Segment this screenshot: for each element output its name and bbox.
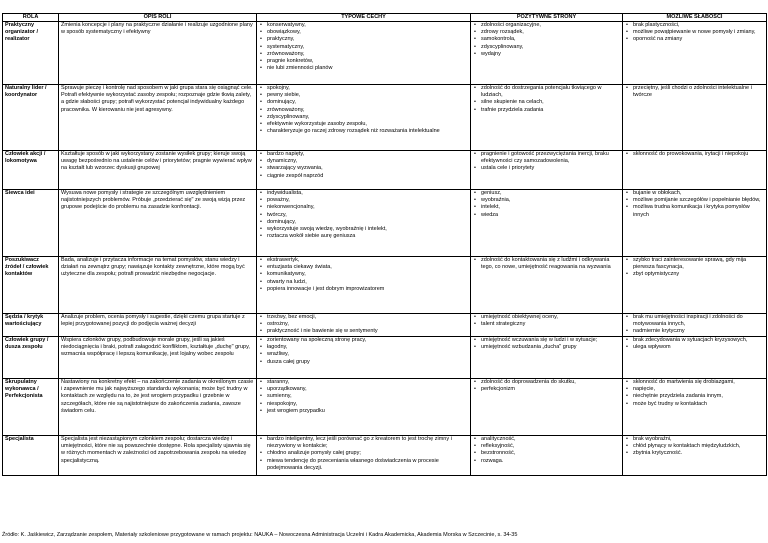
table-row <box>3 337 767 379</box>
role-weaknesses-cell <box>623 257 767 314</box>
list-item: • zbyt optymistyczny <box>633 271 764 278</box>
bullet-list <box>625 337 764 351</box>
table-row <box>3 190 767 257</box>
list-item: • niechętnie przydziela zadania innym, <box>633 393 764 400</box>
role-description: Sprawuje pieczę i kontrolę nad sposobem w jaki grupa stara się osiągnąć cele. Potrafi efektywnie wykorzystać zasoby zespołu; rozpoznaje gdzie tkwią zalety, a gdzie słabości grupy; potrafi wykorzystać potencjał indywidualny każdego pracownika. W kierowaniu nie jest agresywny. <box>59 85 257 151</box>
list-item: • niespokojny, <box>267 401 468 408</box>
bullet-list <box>259 22 468 72</box>
list-item: • efektywnie wykorzystuje zasoby zespołu, <box>267 121 468 128</box>
list-item: • wiedza <box>481 212 620 219</box>
role-description: Analizuje problem, ocenia pomysły i sugestie, dzięki czemu grupa startuje z lepiej przygotowanej pozycji do podjęcia ważnej decyzji <box>59 314 257 337</box>
list-item: • twórczy, <box>267 212 468 219</box>
list-item: • intelekt, <box>481 204 620 211</box>
list-item: • zrównoważony, <box>267 51 468 58</box>
list-item: • systematyczny, <box>267 44 468 51</box>
bullet-list <box>473 314 620 328</box>
list-item: • szybko traci zainteresowanie sprawą, gdy mija pierwsza fascynacja, <box>633 257 764 271</box>
list-item: • rozwaga. <box>481 458 620 465</box>
header-description: OPIS ROLI <box>59 14 257 22</box>
list-item: • możliwe pomijanie szczegółów i popełnianie błędów, <box>633 197 764 204</box>
list-item: • talent strategiczny <box>481 321 620 328</box>
role-weaknesses-cell <box>623 314 767 337</box>
list-item: • skłonność do prowokowania, irytacji i niepokoju <box>633 151 764 158</box>
list-item: • brak wyobraźni, <box>633 436 764 443</box>
list-item: • wrażliwy, <box>267 351 468 358</box>
list-item: • stwarzający wyzwania, <box>267 165 468 172</box>
list-item: • niekonwencjonalny, <box>267 204 468 211</box>
bullet-list <box>625 436 764 458</box>
list-item: • zdolność do kontaktowania się z ludźmi i odkrywania tego, co nowe, umiejętność reagowania na wyzwania <box>481 257 620 271</box>
role-description: Specjalista jest niezastąpionym członkiem zespołu; dostarcza wiedzę i umiejętności, które nie są powszechnie dostępne. Rola specjalisty ujawnia się w różnych momentach w zależności od zapotrzebowania zespołu na wiedzę specjalistyczną. <box>59 436 257 476</box>
list-item: • uporządkowany, <box>267 386 468 393</box>
list-item: • chłodno analizuje pomysły całej grupy; <box>267 450 468 457</box>
list-item: • staranny, <box>267 379 468 386</box>
table-row <box>3 151 767 190</box>
list-item: • miewa tendencję do przeceniania własnego doświadczenia w procesie podejmowania decyzji. <box>267 458 468 472</box>
list-item: • trafnie przydziela zadania <box>481 107 620 114</box>
role-traits-cell <box>257 22 471 85</box>
role-name: Człowiek akcji / lokomotywa <box>3 151 59 190</box>
list-item: • brak mu umiejętności inspiracji i zdolności do motywowania innych, <box>633 314 764 328</box>
list-item: • ekstrawertyk, <box>267 257 468 264</box>
role-weaknesses-cell <box>623 22 767 85</box>
list-item: • refleksyjność, <box>481 443 620 450</box>
bullet-list <box>473 257 620 271</box>
list-item: • ulega wpływom <box>633 344 764 351</box>
bullet-list <box>473 85 620 114</box>
list-item: • napięcie, <box>633 386 764 393</box>
list-item: • brak zdecydowania w sytuacjach kryzysowych, <box>633 337 764 344</box>
list-item: • poważny, <box>267 197 468 204</box>
role-name: Poszukiwacz źródeł / człowiek kontaktów <box>3 257 59 314</box>
list-item: • dominujący, <box>267 219 468 226</box>
list-item: • zdrowy rozsądek, <box>481 29 620 36</box>
bullet-list <box>625 379 764 408</box>
list-item: • zdolność do doprowadzenia do skutku, <box>481 379 620 386</box>
role-name: Naturalny lider / koordynator <box>3 85 59 151</box>
list-item: • dusza całej grupy <box>267 359 468 366</box>
list-item: • pewny siebie, <box>267 92 468 99</box>
role-traits-cell <box>257 257 471 314</box>
list-item: • komunikatywny, <box>267 271 468 278</box>
list-item: • pragnienie i gotowość przezwyciężania inercji, braku efektywności czy samozadowolenia, <box>481 151 620 165</box>
bullet-list <box>473 436 620 465</box>
role-strengths-cell <box>471 190 623 257</box>
list-item: • umiejętność wczuwania się w ludzi i w sytuacje; <box>481 337 620 344</box>
bullet-list <box>625 257 764 279</box>
role-strengths-cell <box>471 22 623 85</box>
list-item: • chłód płynący w kontaktach międzyludzkich, <box>633 443 764 450</box>
role-description: Wysuwa nowe pomysły i strategie ze szczególnym uwzględnieniem najistotniejszych problemów. Próbuje „przedzierać się" ze swoją wizją przez grupowe podejście do problemu na zasadzie konfrontacji. <box>59 190 257 257</box>
list-item: • umiejętność obiektywnej oceny, <box>481 314 620 321</box>
list-item: • silne skupienie na celach, <box>481 99 620 106</box>
header-traits: TYPOWE CECHY <box>257 14 471 22</box>
list-item: • geniusz, <box>481 190 620 197</box>
list-item: • brak plastyczności, <box>633 22 764 29</box>
list-item: • bardzo napięty, <box>267 151 468 158</box>
role-description: Bada, analizuje i przytacza informacje na temat pomysłów, stanu wiedzy i działań na zewnątrz grupy; nawiązuje kontakty zewnętrzne, które mogą być użyteczne dla zespołu; potrafi prowadzić niezbędne negocjacje. <box>59 257 257 314</box>
list-item: • może być trudny w kontaktach <box>633 401 764 408</box>
list-item: • przeciętny, jeśli chodzi o zdolności intelektualne i twórcze <box>633 85 764 99</box>
list-item: • otwarty na ludzi, <box>267 279 468 286</box>
list-item: • zdyscyplinowany, <box>267 114 468 121</box>
source-citation: Źródło: K. Jaśkiewicz, Zarządzanie zespołem, Materiały szkoleniowe przygotowane w ramach projektu: NAUKA – Nowoczesna Administracja Uczelni i Kadra Akademicka, Akademia Morska w Szczecinie, s. 34-35 <box>2 532 518 538</box>
role-traits-cell <box>257 190 471 257</box>
list-item: • zrównoważony, <box>267 107 468 114</box>
role-traits-cell <box>257 379 471 436</box>
header-weaknesses: MOŻLIWE SŁABOŚCI <box>623 14 767 22</box>
bullet-list <box>259 314 468 336</box>
header-role: ROLA <box>3 14 59 22</box>
bullet-list <box>473 22 620 58</box>
list-item: • możliwe powątpiewanie w nowe pomysły i zmiany, <box>633 29 764 36</box>
role-description: Nastawiony na konkretny efekt – na zakończenie zadania w określonym czasie i zapewnienie mu jak najwyższego standardu wykonania; może być trudny w kontaktach ze względu na to, że jest wrogiem przypadku i grzebnie w szczegółach, które nie są najistotniejsze do zakończenia zadania, zawsze świadom celu. <box>59 379 257 436</box>
list-item: • pragnie konkretów, <box>267 58 468 65</box>
list-item: • skłonność do martwienia się drobiazgami, <box>633 379 764 386</box>
bullet-list <box>625 190 764 219</box>
role-traits-cell <box>257 436 471 476</box>
list-item: • obowiązkowy, <box>267 29 468 36</box>
role-weaknesses-cell <box>623 436 767 476</box>
bullet-list <box>625 151 764 158</box>
list-item: • wydajny <box>481 51 620 58</box>
list-item: • wyobraźnia, <box>481 197 620 204</box>
list-item: • perfekcjonizm <box>481 386 620 393</box>
table-row <box>3 257 767 314</box>
role-strengths-cell <box>471 151 623 190</box>
list-item: • dominujący, <box>267 99 468 106</box>
list-item: • nadmiernie krytyczny <box>633 328 764 335</box>
table-row <box>3 379 767 436</box>
role-description: Wspiera członków grupy, podbudowuje morale grupy, jeśli są jakieś niedociągnięcia i braki, potrafi załagodzić konfliktom, kształtuje „duchę" grupy, wzmacnia współpracę i lepszą komunikację, jest lojalny wobec zespołu <box>59 337 257 379</box>
bullet-list <box>259 379 468 415</box>
role-strengths-cell <box>471 436 623 476</box>
list-item: • łagodny, <box>267 344 468 351</box>
role-strengths-cell <box>471 337 623 379</box>
list-item: • ostrożny, <box>267 321 468 328</box>
list-item: • bardzo inteligentny, lecz jeśli porównać go z kreatorem to jest trochę zimny i niezrywiony w kontakcie; <box>267 436 468 450</box>
table-header-row <box>3 14 767 22</box>
bullet-list <box>473 337 620 351</box>
list-item: • jest wrogiem przypadku <box>267 408 468 415</box>
role-description: Kształtuje sposób w jaki wykorzystany zostanie wysiłek grupy; kieruje swoją uwagę bezpośrednio na ustalenie celów i priorytetów; pragnie wywierać wpływ na kształt lub wzorzec dyskusji grupowej <box>59 151 257 190</box>
bullet-list <box>473 190 620 219</box>
role-weaknesses-cell <box>623 85 767 151</box>
bullet-list <box>625 314 764 336</box>
list-item: • ustala cele i priorytety <box>481 165 620 172</box>
table-row <box>3 22 767 85</box>
table-row <box>3 314 767 337</box>
role-traits-cell <box>257 337 471 379</box>
role-strengths-cell <box>471 314 623 337</box>
list-item: • umiejętność wzbudzania „ducha" grupy <box>481 344 620 351</box>
bullet-list <box>259 337 468 366</box>
list-item: • praktyczny, <box>267 36 468 43</box>
role-name: Specjalista <box>3 436 59 476</box>
role-name: Siewca idei <box>3 190 59 257</box>
list-item: • dynamiczny, <box>267 158 468 165</box>
role-strengths-cell <box>471 85 623 151</box>
list-item: • bezstronność, <box>481 450 620 457</box>
list-item: • samokontrola, <box>481 36 620 43</box>
list-item: • możliwa trudna komunikacja i krytyka pomysłów innych <box>633 204 764 218</box>
bullet-list <box>625 22 764 44</box>
bullet-list <box>259 436 468 472</box>
role-weaknesses-cell <box>623 379 767 436</box>
role-traits-cell <box>257 85 471 151</box>
list-item: • sumienny, <box>267 393 468 400</box>
list-item: • entuzjasta ciekawy świata, <box>267 264 468 271</box>
role-name: Skrupulatny wykonawca / Perfekcjonista <box>3 379 59 436</box>
list-item: • zorientowany na społeczną stronę pracy, <box>267 337 468 344</box>
list-item: • nie lubi zmienności planów <box>267 65 468 72</box>
role-weaknesses-cell <box>623 337 767 379</box>
table-body <box>3 22 767 476</box>
list-item: • bujanie w obłokach, <box>633 190 764 197</box>
role-traits-cell <box>257 151 471 190</box>
table-row <box>3 436 767 476</box>
list-item: • roztacza wokół siebie aurę geniusza <box>267 233 468 240</box>
list-item: • trzeźwy, bez emocji, <box>267 314 468 321</box>
role-strengths-cell <box>471 379 623 436</box>
team-roles-table <box>2 13 767 476</box>
list-item: • analityczność, <box>481 436 620 443</box>
list-item: • praktyczność i nie bawienie się w sentymenty <box>267 328 468 335</box>
role-description: Zmienia koncepcje i plany na praktyczne działanie i realizuje uzgodnione plany w sposób systematyczny i efektywny <box>59 22 257 85</box>
bullet-list <box>625 85 764 99</box>
table-row <box>3 85 767 151</box>
role-weaknesses-cell <box>623 190 767 257</box>
list-item: • zdyscyplinowany, <box>481 44 620 51</box>
bullet-list <box>259 190 468 240</box>
bullet-list <box>259 151 468 180</box>
list-item: • spokojny, <box>267 85 468 92</box>
bullet-list <box>473 151 620 173</box>
list-item: • zdolności organizacyjne, <box>481 22 620 29</box>
list-item: • oporność na zmiany <box>633 36 764 43</box>
bullet-list <box>473 379 620 393</box>
list-item: • charakteryzuje go raczej zdrowy rozsądek niż rozważania intelektualne <box>267 128 468 135</box>
role-name: Praktyczny organizator / realizator <box>3 22 59 85</box>
list-item: • zbytnia krytyczność. <box>633 450 764 457</box>
list-item: • popiera innowacje i jest dobrym improwizatorem <box>267 286 468 293</box>
list-item: • zdolność do dostrzegania potencjału tkwiącego w ludziach, <box>481 85 620 99</box>
list-item: • indywidualista, <box>267 190 468 197</box>
role-name: Człowiek grupy / dusza zespołu <box>3 337 59 379</box>
bullet-list <box>259 257 468 293</box>
list-item: • wykorzystuje swoją wiedzę, wyobraźnię i intelekt, <box>267 226 468 233</box>
role-traits-cell <box>257 314 471 337</box>
bullet-list <box>259 85 468 135</box>
role-name: Sędzia / krytyk wartościujący <box>3 314 59 337</box>
header-strengths: POZYTYWNE STRONY <box>471 14 623 22</box>
role-strengths-cell <box>471 257 623 314</box>
role-weaknesses-cell <box>623 151 767 190</box>
list-item: • ciągnie zespół naprzód <box>267 173 468 180</box>
list-item: • konserwatywny, <box>267 22 468 29</box>
